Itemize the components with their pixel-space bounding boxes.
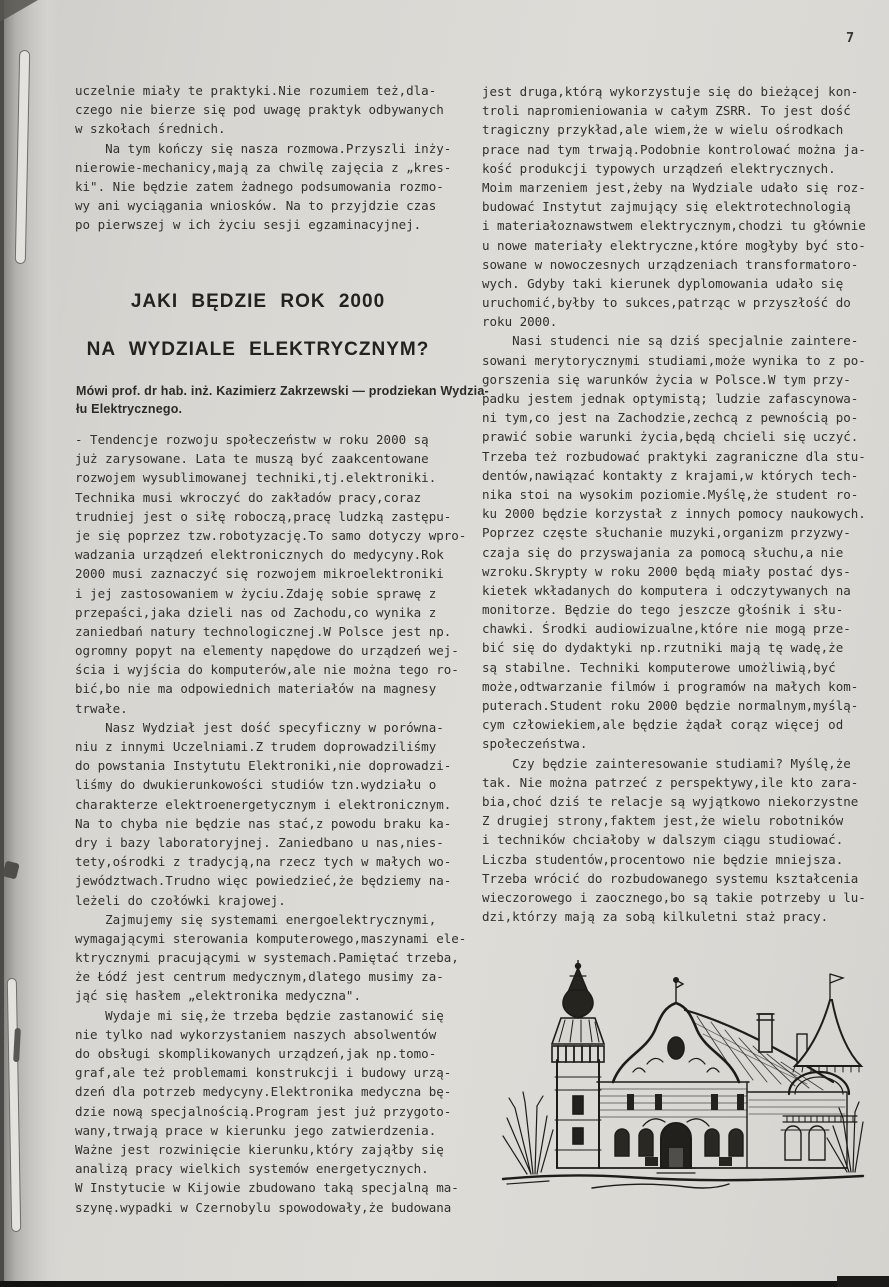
text-line: czego nie bierze się pod uwagę praktyk odbywanych bbox=[75, 102, 444, 118]
text-line: Poprzez częste słuchanie muzyki,organizm przyzwy- bbox=[482, 525, 851, 541]
text-line: Z drugiej strony,faktem jest,że wielu robotników bbox=[482, 813, 844, 829]
text-line: kietek wkładanych do komputera i odczytywanych na bbox=[482, 582, 851, 598]
text-line: niu z innymi Uczelniami.Z trudem doprowadziliśmy bbox=[75, 739, 437, 754]
scan-edge-bar bbox=[0, 1281, 889, 1287]
text-line: dzeń dla potrzeb medycyny.Elektronika medyczna bę- bbox=[75, 1084, 452, 1100]
text-line: Na tym kończy się nasza rozmowa.Przyszli inży- bbox=[75, 140, 452, 156]
text-line: dzi,którzy mają za sobą kilkuletni staż pracy. bbox=[482, 909, 829, 925]
text-line: trwałe. bbox=[75, 700, 128, 716]
text-line: padku jestem jednak optymistą; ludzie zafascynowa- bbox=[482, 391, 859, 406]
text-line: W Instytucie w Kijowie zbudowano taką specjalną ma- bbox=[75, 1180, 459, 1196]
text-line: charakterze elektroenergetycznym i elektronicznym. bbox=[75, 796, 452, 812]
text-line: bić się do dydaktyki np.rzutniki mają tę wadę,że bbox=[482, 640, 844, 656]
text-line: budować Instytut zajmujący się elektrotechnologią bbox=[482, 199, 851, 215]
text-line: ogromny popyt na elementy napędowe do urządzeń wej- bbox=[75, 643, 459, 659]
text-line: i jej zastosowaniem w życiu.Zdaję sobie sprawę z bbox=[75, 585, 437, 601]
text-line: prawić sobie warunki życia,będą chcieli się uczyć. bbox=[482, 429, 859, 445]
text-line: jest druga,którą wykorzystuje się do bieżącej kon- bbox=[482, 84, 859, 99]
text-line: czaja się do przyswajania za pomocą słuchu,a nie bbox=[482, 544, 844, 560]
text-line: do obsługi skomplikowanych urządzeń,jak np.tomo- bbox=[75, 1046, 437, 1061]
page-corner-curl bbox=[0, 0, 38, 22]
text-line: analizą pracy wielkich systemów energetycznych. bbox=[75, 1161, 429, 1177]
text-line: i techników chciałoby w dalszym ciągu studiować. bbox=[482, 832, 844, 848]
text-line: wieczorowego i zaocznego,bo są takie potrzeby u lu- bbox=[482, 889, 866, 905]
text-line: uczelnie miały te praktyki.Nie rozumiem też,dla- bbox=[75, 83, 437, 98]
text-line: troli napromieniowania w całym ZSRR. To jest dość bbox=[482, 103, 851, 119]
text-line: puterach.Student roku 2000 będzie normalnym,myślą- bbox=[482, 698, 859, 713]
text-line: rozwojem wysublimowanej techniki,tj.elektroniki. bbox=[75, 470, 437, 486]
scan-edge-corner bbox=[837, 1276, 889, 1287]
text-line: liśmy do dwukierunkowości studiów tzn.wydziału o bbox=[75, 777, 437, 793]
text-line: Mówi prof. dr hab. inż. Kazimierz Zakrzewski — prodziekan Wydzia- bbox=[76, 384, 489, 398]
text-line: Moim marzeniem jest,żeby na Wydziale udało się roz- bbox=[482, 179, 866, 195]
text-line: tak. Nie można patrzeć z perspektywy,ile kto zara- bbox=[482, 774, 859, 790]
text-line: je się poprzez tzw.robotyzację.To samo dotyczy wpro- bbox=[75, 527, 467, 543]
text-line: Czy będzie zainteresowanie studiami? Myślę,że bbox=[482, 755, 851, 771]
text-line: uruchomić,byłby to sukces,patrząc w przyszłość do bbox=[482, 295, 851, 311]
text-line: prace nad tym trwają.Podobnie kontrolować można ja- bbox=[482, 141, 866, 157]
text-line: 2000 musi zaznaczyć się rozwojem mikroelektroniki bbox=[75, 566, 444, 582]
right-column-text bbox=[482, 82, 867, 926]
text-line: szynę.wypadki w Czernobylu spowodowały,że budowana bbox=[75, 1199, 452, 1215]
text-line: ni tym,co jest na Zachodzie,zechcą z pewnością po- bbox=[482, 410, 859, 426]
text-line: leżeli do czołówki krajowej. bbox=[75, 892, 286, 908]
text-line: po pierwszej w ich życiu sesji egzaminacyjnej. bbox=[75, 217, 422, 233]
text-line: Ważne jest rozwinięcie kierunku,który zająłby się bbox=[75, 1141, 444, 1157]
text-line: sowane w nowoczesnych urządzeniach transformatoro- bbox=[482, 256, 859, 272]
text-line: wadzania urządzeń elektronicznych do medycyny.Rok bbox=[75, 547, 444, 563]
text-line: ku 2000 będzie korzystał z innych pomocy naukowych. bbox=[482, 506, 866, 522]
text-line: chawki. Środki audiowizualne,które nie mogą prze- bbox=[482, 621, 851, 637]
text-line: jewództwach.Trudno więc powiedzieć,że będziemy na- bbox=[75, 873, 452, 889]
byline bbox=[76, 383, 489, 418]
text-line: tragiczny przykład,ale wiem,że w wielu ośrodkach bbox=[482, 122, 844, 138]
text-line: Trzeba też rozbudować praktyki zagraniczne dla stu- bbox=[482, 448, 866, 464]
text-line: cym człowiekiem,ale będzie żądał corąz więcej od bbox=[482, 717, 844, 733]
text-line: ki". Nie będzie zatem żadnego podsumowania rozmo- bbox=[75, 178, 444, 194]
left-column-text bbox=[75, 430, 467, 1217]
text-line: roku 2000. bbox=[482, 314, 558, 330]
text-line: monitorze. Będzie do tego jeszcze głośnik i słu- bbox=[482, 602, 844, 618]
article-headline-line1: JAKI BĘDZIE ROK 2000 bbox=[130, 291, 386, 312]
text-line: wany,trwają prace w kierunku jego zatwierdzenia. bbox=[75, 1122, 437, 1138]
text-line: społeczeństwa. bbox=[482, 736, 588, 752]
text-line: trudniej jest o siłę roboczą,pracę ludzką zastępu- bbox=[75, 508, 452, 524]
text-line: ścia i wyjścia do komputerów,ale nie można tego ro- bbox=[75, 662, 459, 678]
text-line: że Łódź jest centrum medycznym,dlatego musimy za- bbox=[75, 969, 444, 985]
text-line: sowani merytorycznymi studiami,może wynika to z po- bbox=[482, 352, 866, 368]
text-line: są stabilne. Techniki komputerowe umożliwią,być bbox=[482, 659, 836, 675]
text-line: jąć się hasłem „elektronika medyczna". bbox=[75, 988, 361, 1004]
text-line: może,odtwarzanie filmów i programów na małych kom- bbox=[482, 678, 859, 694]
intro-paragraph bbox=[75, 81, 455, 235]
text-line: bia,choć dziś te relacje są wyjątkowo niekorzystne bbox=[482, 793, 859, 809]
text-line: bić,bo nie ma odpowiednich materiałów na magnesy bbox=[75, 681, 437, 697]
text-line: ktrycznymi pracującymi w systemach.Pamiętać trzeba, bbox=[75, 950, 459, 966]
text-line: zaniedbań natury technologicznej.W Polsce jest np. bbox=[75, 623, 452, 639]
text-line: graf,ale też problemami konstrukcji i budowy urzą- bbox=[75, 1065, 452, 1081]
text-line: łu Elektrycznego. bbox=[76, 401, 183, 416]
text-line: u nowe materiały elektryczne,które mogłyby być sto- bbox=[482, 237, 866, 253]
text-line: - Tendencje rozwoju społeczeństw w roku 2000 są bbox=[75, 432, 429, 447]
text-line: przepaści,jaka dzieli nas od Zachodu,co wynika z bbox=[75, 604, 437, 620]
text-line: Wydaje mi się,że trzeba będzie zastanowić się bbox=[75, 1007, 444, 1023]
text-line: Liczba studentów,procentowo nie będzie mniejsza. bbox=[482, 851, 844, 867]
text-line: wymagającymi sterowania komputerowego,maszynami ele- bbox=[75, 930, 467, 946]
text-line: kość produkcji typowych urządzeń elektrycznych. bbox=[482, 160, 836, 176]
text-line: Nasi studenci nie są dziś specjalnie zaintere- bbox=[482, 333, 859, 349]
article-headline-line2: NA WYDZIALE ELEKTRYCZNYM? bbox=[86, 339, 430, 360]
text-line: wy ani wyciągania wniosków. Na to przyjdzie czas bbox=[75, 198, 437, 214]
text-line: już zarysowane. Lata te muszą być zaakcentowane bbox=[75, 451, 429, 467]
text-line: dentów,nawiązać kontakty z krajami,w których tech- bbox=[482, 467, 859, 483]
text-line: Trzeba wrócić do rozbudowanego systemu kształcenia bbox=[482, 870, 859, 886]
text-line: nika stoi na wysokim poziomie.Myślę,że student ro- bbox=[482, 486, 859, 502]
text-line: wzroku.Skrypty w roku 2000 będą miały postać dys- bbox=[482, 563, 851, 579]
text-line: do powstania Instytutu Elektroniki,nie doprowadzi- bbox=[75, 758, 452, 774]
text-line: Na to chyba nie będzie nas stać,z powodu braku ka- bbox=[75, 815, 452, 831]
text-line: tety,ośrodki z tradycją,na rzecz tych w małych wo- bbox=[75, 854, 452, 870]
text-line: Nasz Wydział jest dość specyficzny w porówna- bbox=[75, 719, 444, 735]
text-line: w szkołach średnich. bbox=[75, 121, 226, 137]
text-line: nie tylko nad wykorzystaniem naszych absolwentów bbox=[75, 1026, 437, 1042]
text-line: wych. Gdyby taki kierunek dyplomowania udało się bbox=[482, 275, 844, 291]
text-line: i materiałoznawstwem elektrycznym,chodzi tu głównie bbox=[482, 218, 866, 234]
text-line: Zajmujemy się systemami energoelektrycznymi, bbox=[75, 911, 437, 927]
text-line: Technika musi wkroczyć do zakładów pracy,coraz bbox=[75, 489, 422, 505]
building-sketch-icon bbox=[497, 960, 869, 1202]
building-illustration bbox=[497, 960, 869, 1202]
text-line: dry i bazy laboratoryjnej. Zaniedbano u nas,nies- bbox=[75, 834, 444, 850]
text-line: dzie nową specjalnością.Program jest już przygoto- bbox=[75, 1103, 452, 1119]
text-line: nierowie-mechanicy,mają za chwilę zajęcia z „kres- bbox=[75, 159, 452, 175]
page-number: 7 bbox=[846, 30, 855, 46]
spine-shadow bbox=[0, 0, 4, 1287]
text-line: gorszenia się warunków życia w Polsce.W tym przy- bbox=[482, 371, 851, 387]
